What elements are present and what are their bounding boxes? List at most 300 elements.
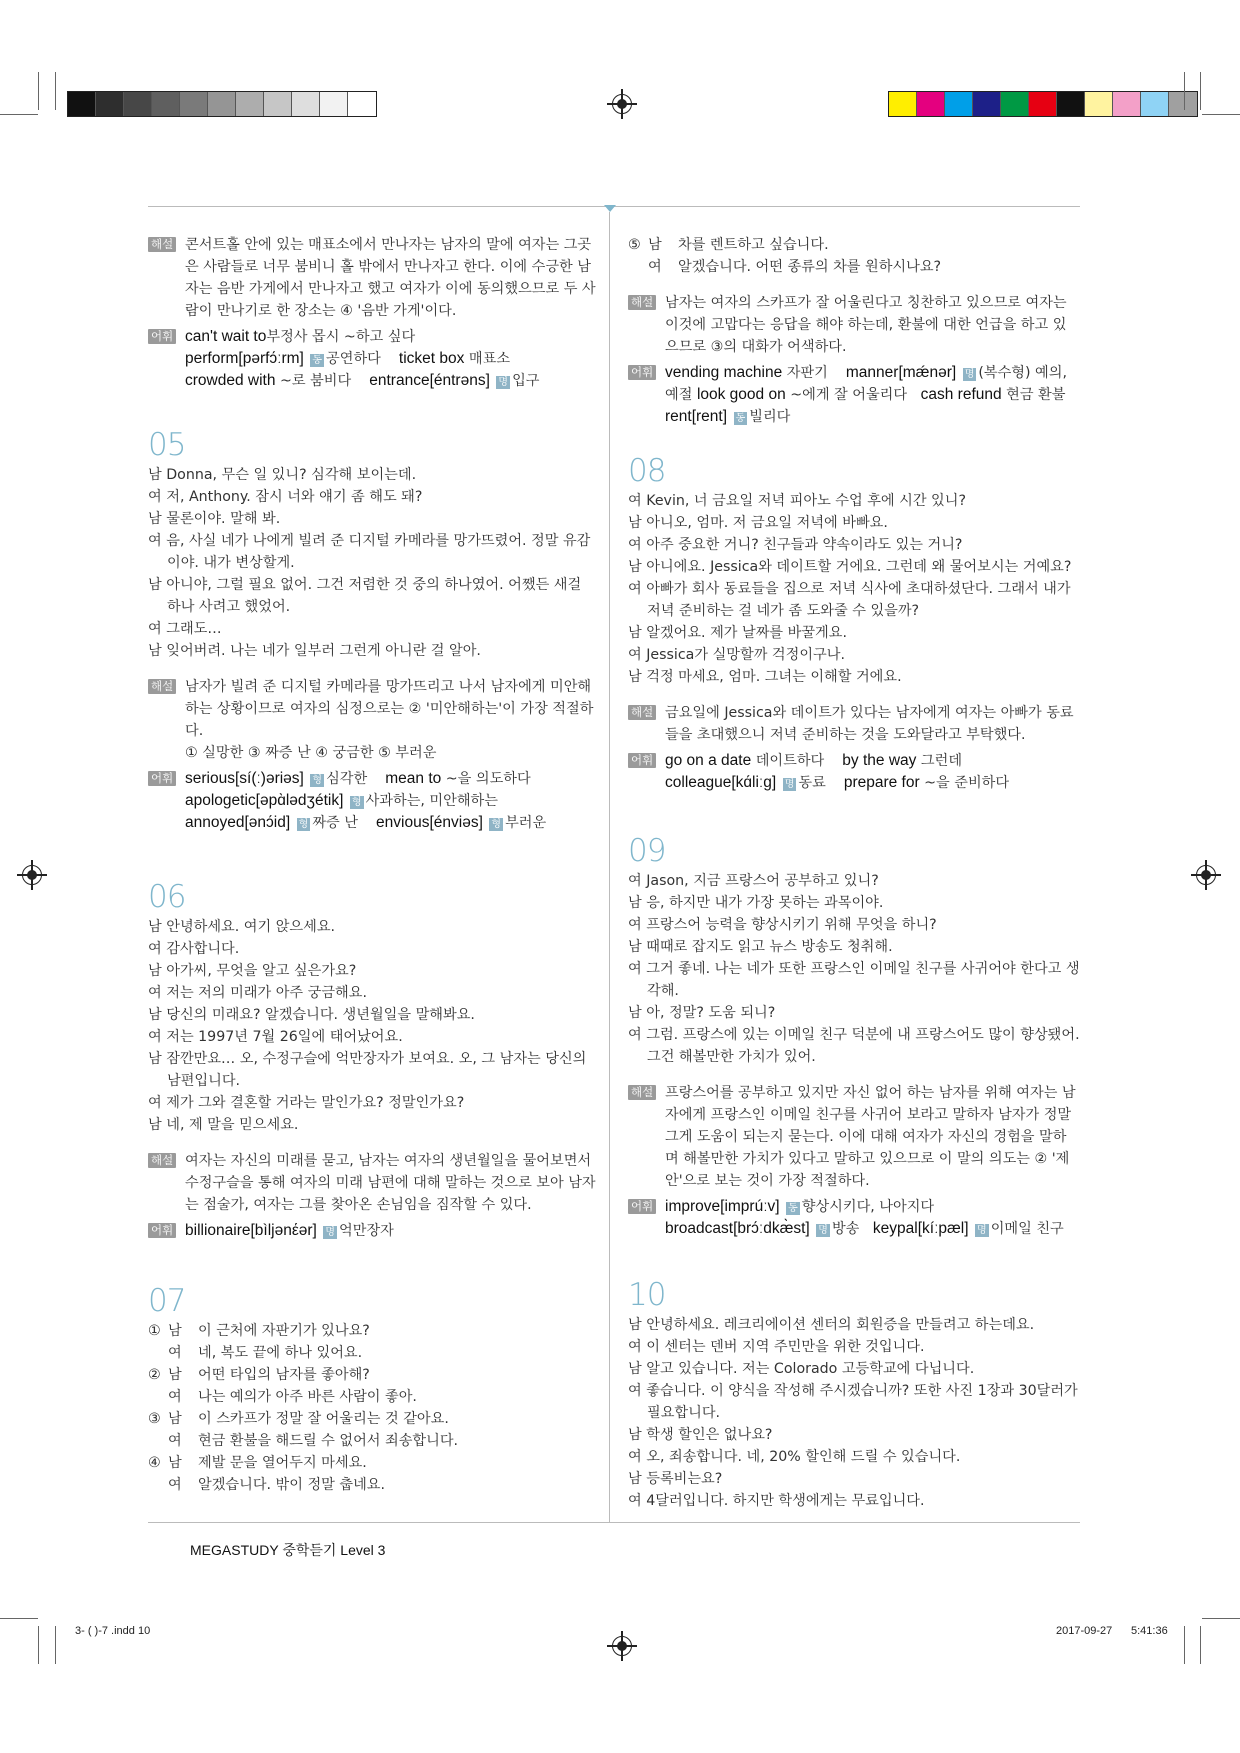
option-line <box>148 1364 598 1386</box>
gray-swatch <box>208 92 236 116</box>
vocab-meaning: 이메일 친구 <box>990 1221 1064 1237</box>
dialogue-line <box>628 1490 1080 1512</box>
speaker: 여 <box>148 489 162 505</box>
column-marker-triangle <box>604 205 616 212</box>
crop-mark <box>0 114 38 115</box>
speaker: 여 <box>628 1383 642 1399</box>
vocab-ipa: [éntrəns] <box>429 372 490 389</box>
vocabulary-tag: 어휘 <box>148 1223 176 1238</box>
dialogue-07-option-5-reply <box>628 256 1080 278</box>
explanation-05 <box>148 676 598 764</box>
gray-swatch <box>320 92 348 116</box>
registration-mark-left <box>22 865 42 885</box>
explanation-06 <box>148 1150 598 1216</box>
dialogue-08 <box>628 490 1080 688</box>
utterance: 저는 1997년 7월 26일에 태어났어요. <box>166 1029 403 1045</box>
crop-mark <box>1202 1618 1240 1619</box>
gray-swatch <box>292 92 320 116</box>
vocab-ipa: [ənɔ́id] <box>244 814 291 831</box>
vocab-pos-badge: 형 <box>298 819 309 830</box>
utterance: 알겠습니다. 밖이 정말 춥네요. <box>198 1477 386 1493</box>
crop-mark <box>1200 1626 1201 1664</box>
speaker: 여 <box>148 533 162 549</box>
grayscale-color-bar <box>67 91 377 117</box>
vocab-word: improve <box>665 1198 721 1215</box>
utterance: 이 근처에 자판기가 있나요? <box>198 1323 370 1339</box>
vocabulary-04 <box>148 326 598 392</box>
vocab-meaning: 입구 <box>512 373 540 389</box>
utterance: 알겠어요. 제가 날짜를 바꿀게요. <box>646 625 847 641</box>
vocab-meaning: 억만장자 <box>339 1223 394 1239</box>
section-number-10: 10 <box>628 1277 666 1313</box>
gray-swatch <box>264 92 292 116</box>
dialogue-06 <box>148 916 598 1136</box>
utterance: 그거 좋네. 나는 네가 또한 프랑스인 이메일 친구를 사귀어야 한다고 생각해. <box>646 961 1080 999</box>
utterance: 아빠가 회사 동료들을 집으로 저녁 식사에 초대하셨단다. 그래서 내가 저녁 준비하는 걸 네가 좀 도와줄 수 있을까? <box>646 581 1071 619</box>
vocab-meaning: 부러운 <box>505 815 547 831</box>
vocab-meaning: 빌리다 <box>749 409 791 425</box>
speaker: 남 <box>168 1323 182 1339</box>
vocab-ipa: [énviəs] <box>429 814 483 831</box>
color-swatch <box>1029 92 1057 116</box>
vocab-word: serious <box>185 770 235 787</box>
speaker: 여 <box>168 1433 182 1449</box>
vocab-pos-badge: 명 <box>964 369 975 380</box>
crop-mark <box>55 72 56 110</box>
vocab-word: can't wait to <box>185 328 267 345</box>
speaker: 여 <box>628 1449 642 1465</box>
utterance: 아니야, 그럴 필요 없어. 그건 저렴한 것 중의 하나였어. 어쨌든 새걸 하나 사려고 했었어. <box>166 577 582 615</box>
vocab-ipa: [pərfɔ́ːrm] <box>238 350 304 367</box>
vocab-meaning: 몹시 ~하고 싶다 <box>312 329 416 345</box>
vocab-ipa: [sí(ː)əriəs] <box>234 770 304 787</box>
utterance: 좋습니다. 이 양식을 작성해 주시겠습니까? 또한 사진 1장과 30달러가 필요합니다. <box>646 1383 1078 1421</box>
vocab-meaning: 데이트하다 <box>755 753 825 769</box>
gray-swatch <box>180 92 208 116</box>
vocab-ipa: [brɔ́ːdkæ̀st] <box>733 1220 810 1237</box>
book-title-footer: MEGASTUDY 중학듣기 Level 3 <box>190 1542 386 1558</box>
utterance: 현금 환불을 해드릴 수 없어서 죄송합니다. <box>198 1433 459 1449</box>
vocab-meaning: ~에게 잘 어울리다 <box>790 387 908 403</box>
dialogue-line <box>628 512 1080 534</box>
dialogue-line <box>148 1004 598 1026</box>
registration-mark-bottom <box>612 1636 632 1656</box>
utterance: 제가 그와 결혼할 거라는 말인가요? 정말인가요? <box>166 1095 465 1111</box>
crop-mark <box>1184 1626 1185 1664</box>
vocab-pos-badge: 동 <box>735 413 746 424</box>
explanation-04 <box>148 234 598 322</box>
explanation-tag: 해설 <box>628 705 656 720</box>
section-number-06: 06 <box>148 879 186 915</box>
gray-swatch <box>68 92 96 116</box>
utterance: 나는 예의가 아주 바른 사람이 좋아. <box>198 1389 417 1405</box>
dialogue-line <box>628 578 1080 622</box>
slug-filename: 3- ( )-7 .indd 10 <box>75 1625 151 1637</box>
speaker: 남 <box>628 1005 642 1021</box>
dialogue-line <box>628 1380 1080 1424</box>
vocabulary-tag: 어휘 <box>628 1199 656 1214</box>
dialogue-line <box>628 1468 1080 1490</box>
vocabulary-05 <box>148 768 598 834</box>
dialogue-line <box>628 892 1080 914</box>
vocab-word: annoyed <box>185 814 245 831</box>
section-number-07: 07 <box>148 1283 186 1319</box>
dialogue-line <box>148 960 598 982</box>
speaker: 여 <box>628 581 642 597</box>
vocab-meaning: 사과하는, 미안해하는 <box>365 793 498 809</box>
speaker: 남 <box>628 625 642 641</box>
column-divider <box>609 212 610 1522</box>
dialogue-line <box>628 936 1080 958</box>
speaker: 여 <box>628 1339 642 1355</box>
speaker: 남 <box>148 643 162 659</box>
vocab-word: colleague <box>665 774 732 791</box>
dialogue-line <box>148 508 598 530</box>
section-number-05: 05 <box>148 427 186 463</box>
crop-mark <box>55 1626 56 1664</box>
explanation-tag: 해설 <box>148 237 176 252</box>
vocab-meaning: 짜증 난 <box>312 815 358 831</box>
speaker: 남 <box>628 1361 642 1377</box>
registration-mark-top <box>612 94 632 114</box>
vocab-pos: 부정사 <box>266 329 308 345</box>
vocab-word: broadcast <box>665 1220 734 1237</box>
utterance: Kevin, 너 금요일 저녁 피아노 수업 후에 시간 있니? <box>646 493 966 509</box>
dialogue-line <box>148 574 598 618</box>
explanation-choices: ① 실망한 ③ 짜증 난 ④ 궁금한 ⑤ 부러운 <box>185 745 437 761</box>
gray-swatch <box>236 92 264 116</box>
dialogue-07 <box>148 1320 598 1496</box>
speaker: 남 <box>628 559 642 575</box>
option-number: ② <box>148 1367 161 1383</box>
speaker: 남 <box>168 1411 182 1427</box>
option-line <box>148 1320 598 1342</box>
vocab-meaning: 방송 <box>831 1221 860 1237</box>
vocabulary-tag: 어휘 <box>148 329 176 344</box>
utterance: 안녕하세요. 여기 앉으세요. <box>166 919 336 935</box>
vocab-word: by the way <box>842 752 917 769</box>
utterance: 이 스카프가 정말 잘 어울리는 것 같아요. <box>198 1411 449 1427</box>
speaker: 여 <box>168 1477 182 1493</box>
option-reply <box>148 1342 598 1364</box>
dialogue-line <box>148 1048 598 1092</box>
vocab-pos-badge: 명 <box>784 779 795 790</box>
speaker: 남 <box>148 1117 162 1133</box>
option-line <box>148 1408 598 1430</box>
utterance: 안녕하세요. 레크리에이션 센터의 회원증을 만들려고 하는데요. <box>646 1317 1035 1333</box>
utterance: 4달러입니다. 하지만 학생에게는 무료입니다. <box>646 1493 925 1509</box>
color-swatch <box>1113 92 1141 116</box>
speaker: 여 <box>168 1389 182 1405</box>
option-number: ① <box>148 1323 161 1339</box>
vocab-meaning: 심각한 <box>326 771 368 787</box>
speaker: 남 <box>628 939 642 955</box>
vocabulary-tag: 어휘 <box>628 365 656 380</box>
section-number-09: 09 <box>628 833 666 869</box>
utterance: 이 센터는 덴버 지역 주민만을 위한 것입니다. <box>646 1339 925 1355</box>
utterance: 네, 제 말을 믿으세요. <box>166 1117 299 1133</box>
speaker: 여 <box>648 259 662 275</box>
vocab-ipa: [rent] <box>691 408 728 425</box>
explanation-08 <box>628 702 1080 746</box>
utterance: 감사합니다. <box>166 941 240 957</box>
utterance: 네, 복도 끝에 하나 있어요. <box>198 1345 363 1361</box>
dialogue-09 <box>628 870 1080 1068</box>
vocab-pos-badge: 형 <box>351 797 362 808</box>
vocabulary-tag: 어휘 <box>148 771 176 786</box>
explanation-text: 남자는 여자의 스카프가 잘 어울린다고 칭찬하고 있으므로 여자는 이것에 고맙다는 응답을 해야 하는데, 환불에 대한 언급을 하고 있으므로 ③의 대화가 어색하다. <box>665 295 1067 355</box>
vocab-word: manner <box>845 364 899 381</box>
dialogue-07-option-5 <box>628 234 1080 256</box>
speaker: 남 <box>628 669 642 685</box>
vocab-word: apologetic <box>185 792 256 809</box>
vocab-word: keypal <box>872 1220 918 1237</box>
dialogue-line <box>628 490 1080 512</box>
utterance: 학생 할인은 없나요? <box>646 1427 773 1443</box>
color-swatch <box>889 92 917 116</box>
vocab-ipa: [imprúːv] <box>720 1198 780 1215</box>
dialogue-line <box>628 1446 1080 1468</box>
vocab-word: prepare for <box>843 774 920 791</box>
vocabulary-08 <box>628 750 1080 794</box>
option-reply <box>148 1386 598 1408</box>
speaker: 여 <box>148 941 162 957</box>
speaker: 여 <box>628 493 642 509</box>
registration-mark-right <box>1196 865 1216 885</box>
speaker: 남 <box>148 919 162 935</box>
gray-swatch <box>152 92 180 116</box>
utterance: 아주 중요한 거니? 친구들과 약속이라도 있는 거니? <box>646 537 963 553</box>
speaker: 남 <box>628 895 642 911</box>
dialogue-line <box>628 666 1080 688</box>
explanation-text: 프랑스어를 공부하고 있지만 자신 없어 하는 남자를 위해 여자는 남자에게 프랑스인 이메일 친구를 사귀어 보라고 말하자 남자가 정말 그게 도움이 되는지 묻는다. 이에 대해 여자가 자신의 경험을 말하며 해볼만한 가치가 있다고 말하고 있으므로 이 말의 의도는 ② '제안'으로 보는 것이 가장 적절하다. <box>665 1085 1076 1189</box>
vocab-pos-badge: 명 <box>498 377 509 388</box>
dialogue-line <box>148 464 598 486</box>
explanation-text: 금요일에 Jessica와 데이트가 있다는 남자에게 여자는 아빠가 동료들을 초대했으니 저녁 준비하는 것을 도와달라고 부탁했다. <box>665 705 1074 743</box>
vocabulary-06 <box>148 1220 598 1242</box>
utterance: 차를 렌트하고 싶습니다. <box>678 237 829 253</box>
vocab-meaning: 현금 환불 <box>1006 387 1066 403</box>
dialogue-line <box>628 622 1080 644</box>
vocab-meaning: 향상시키다, 나아지다 <box>801 1199 935 1215</box>
dialogue-10 <box>628 1314 1080 1512</box>
speaker: 남 <box>168 1367 182 1383</box>
slug-time: 5:41:36 <box>1131 1625 1168 1637</box>
speaker: 남 <box>148 963 162 979</box>
left-column <box>148 234 598 1496</box>
utterance: 응, 하지만 내가 가장 못하는 과목이야. <box>646 895 884 911</box>
dialogue-line <box>148 916 598 938</box>
dialogue-line <box>148 618 598 640</box>
utterance: 당신의 미래요? 알겠습니다. 생년월일을 말해봐요. <box>166 1007 475 1023</box>
vocab-pos-badge: 동 <box>312 355 323 366</box>
speaker: 여 <box>628 873 642 889</box>
dialogue-line <box>628 1336 1080 1358</box>
speaker: 여 <box>628 647 642 663</box>
vocab-word: perform <box>185 350 239 367</box>
bottom-rule <box>148 1522 1080 1523</box>
section-number-08: 08 <box>628 453 666 489</box>
speaker: 여 <box>628 961 642 977</box>
option-number: ③ <box>148 1411 161 1427</box>
speaker: 여 <box>628 917 642 933</box>
explanation-tag: 해설 <box>628 1085 656 1100</box>
explanation-09 <box>628 1082 1080 1192</box>
color-swatch <box>1057 92 1085 116</box>
speaker: 여 <box>168 1345 182 1361</box>
explanation-text: 여자는 자신의 미래를 묻고, 남자는 여자의 생년월일을 물어보면서 수정구슬을 통해 여자의 미래 남편에 대해 말하는 것으로 보아 남자는 점술가, 여자는 그를 찾아온 손님임을 짐작할 수 있다. <box>185 1153 596 1213</box>
crop-mark <box>1184 72 1185 110</box>
vocab-word: rent <box>665 408 692 425</box>
vocab-pos-badge: 명 <box>818 1225 828 1236</box>
crop-mark <box>1200 72 1201 110</box>
vocab-pos-badge: 동 <box>788 1203 798 1214</box>
dialogue-line <box>628 1002 1080 1024</box>
dialogue-05 <box>148 464 598 662</box>
utterance: 잠깐만요… 오, 수정구슬에 억만장자가 보여요. 오, 그 남자는 당신의 남편입니다. <box>166 1051 587 1089</box>
utterance: 저는 저의 미래가 아주 궁금해요. <box>166 985 367 1001</box>
crop-mark <box>0 1618 38 1619</box>
dialogue-line <box>148 640 598 662</box>
option-reply <box>148 1474 598 1496</box>
utterance: 아니에요. Jessica와 데이트할 거에요. 그런데 왜 물어보시는 거예요? <box>646 559 1072 575</box>
crop-mark <box>38 1626 39 1664</box>
crop-mark <box>1202 114 1240 115</box>
utterance: 음, 사실 네가 나에게 빌려 준 디지털 카메라를 망가뜨렸어. 정말 유감이야. 내가 변상할게. <box>166 533 591 571</box>
utterance: 잊어버려. 나는 네가 일부러 그런게 아니란 걸 알아. <box>166 643 481 659</box>
vocab-meaning: ~을 준비하다 <box>924 775 1010 791</box>
vocab-meaning: 동료 <box>798 775 826 791</box>
vocab-meaning: 자판기 <box>786 365 828 381</box>
vocab-pos-badge: 명 <box>325 1227 336 1238</box>
vocabulary-tag: 어휘 <box>628 753 656 768</box>
speaker: 남 <box>628 1471 642 1487</box>
utterance: 프랑스어 능력을 향상시키기 위해 무엇을 하니? <box>646 917 937 933</box>
utterance: 제발 문을 열어두지 마세요. <box>198 1455 367 1471</box>
vocab-word: cash refund <box>920 386 1002 403</box>
vocab-meaning: (복수형) 예의, 예절 <box>665 365 1067 403</box>
dialogue-line <box>628 870 1080 892</box>
explanation-text: 남자가 빌려 준 디지털 카메라를 망가뜨리고 나서 남자에게 미안해하는 상황이므로 여자의 심정으로는 ② '미안해하는'이 가장 적절하다. <box>185 679 594 739</box>
speaker: 남 <box>628 1427 642 1443</box>
color-swatch <box>973 92 1001 116</box>
dialogue-line <box>148 530 598 574</box>
vocab-word: look good on <box>696 386 786 403</box>
vocab-meaning: 매표소 <box>468 351 511 367</box>
vocab-ipa: [mǽnər] <box>898 364 957 381</box>
utterance: 물론이야. 말해 봐. <box>166 511 281 527</box>
vocab-pos-badge: 명 <box>977 1225 987 1236</box>
color-swatch <box>1141 92 1169 116</box>
explanation-07 <box>628 292 1080 358</box>
dialogue-line <box>148 486 598 508</box>
dialogue-line <box>628 556 1080 578</box>
vocab-meaning: ~을 의도하다 <box>445 771 531 787</box>
speaker: 여 <box>148 1029 162 1045</box>
speaker: 남 <box>628 515 642 531</box>
vocab-word: crowded with <box>185 372 276 389</box>
crop-mark <box>38 72 39 110</box>
vocabulary-07 <box>628 362 1080 428</box>
explanation-tag: 해설 <box>148 1153 176 1168</box>
utterance: Jessica가 실망할까 걱정이구나. <box>646 647 845 663</box>
vocab-meaning: ~로 붐비다 <box>279 373 352 389</box>
gray-swatch <box>348 92 376 116</box>
utterance: 등록비는요? <box>646 1471 723 1487</box>
speaker: 남 <box>168 1455 182 1471</box>
utterance: 아, 정말? 도움 되니? <box>646 1005 776 1021</box>
utterance: 때때로 잡지도 읽고 뉴스 방송도 청취해. <box>646 939 893 955</box>
dialogue-line <box>628 958 1080 1002</box>
vocabulary-09 <box>628 1196 1080 1240</box>
utterance: 알고 있습니다. 저는 Colorado 고등학교에 다닙니다. <box>646 1361 975 1377</box>
speaker: 남 <box>148 1051 162 1067</box>
dialogue-line <box>148 938 598 960</box>
gray-swatch <box>124 92 152 116</box>
vocab-pos-badge: 형 <box>491 819 502 830</box>
utterance: 어떤 타입의 남자를 좋아해? <box>198 1367 370 1383</box>
speaker: 여 <box>628 1027 642 1043</box>
speaker: 여 <box>628 537 642 553</box>
color-swatch <box>917 92 945 116</box>
dialogue-line <box>628 914 1080 936</box>
speaker: 여 <box>148 1095 162 1111</box>
vocab-meaning: 공연하다 <box>326 351 381 367</box>
speaker: 여 <box>148 621 162 637</box>
speaker: 남 <box>148 1007 162 1023</box>
speaker: 남 <box>148 577 162 593</box>
right-column <box>628 234 1080 1512</box>
utterance: 아니오, 엄마. 저 금요일 저녁에 바빠요. <box>646 515 888 531</box>
dialogue-line <box>148 1092 598 1114</box>
speaker: 남 <box>148 511 162 527</box>
option-number: ④ <box>148 1455 161 1471</box>
option-reply <box>148 1430 598 1452</box>
color-swatch <box>1085 92 1113 116</box>
dialogue-line <box>628 644 1080 666</box>
utterance: 그럼. 프랑스에 있는 이메일 친구 덕분에 내 프랑스어도 많이 향상됐어. 그건 해볼만한 가치가 있어. <box>646 1027 1080 1065</box>
vocab-meaning: 그런데 <box>920 753 963 769</box>
utterance: 걱정 마세요, 엄마. 그녀는 이해할 거에요. <box>646 669 902 685</box>
speaker: 남 <box>148 467 162 483</box>
utterance: 오, 죄송합니다. 네, 20% 할인해 드릴 수 있습니다. <box>646 1449 961 1465</box>
speaker: 여 <box>628 1493 642 1509</box>
vocab-word: envious <box>376 814 430 831</box>
dialogue-line <box>628 534 1080 556</box>
vocab-word: go on a date <box>665 752 752 769</box>
color-swatch <box>945 92 973 116</box>
speaker: 남 <box>628 1317 642 1333</box>
dialogue-line <box>628 1024 1080 1068</box>
utterance: Donna, 무슨 일 있니? 심각해 보이는데. <box>166 467 417 483</box>
dialogue-line <box>148 982 598 1004</box>
explanation-tag: 해설 <box>628 295 656 310</box>
vocab-ipa: [əpɑ̀lədʒétik] <box>255 792 344 809</box>
vocab-pos-badge: 형 <box>312 775 323 786</box>
vocab-ipa: [kíːpæl] <box>917 1220 969 1237</box>
cmyk-color-bar <box>888 91 1198 117</box>
utterance: Jason, 지금 프랑스어 공부하고 있니? <box>646 873 879 889</box>
explanation-text: 콘서트홀 안에 있는 매표소에서 만나자는 남자의 말에 여자는 그곳은 사람들로 너무 붐비니 홀 밖에서 만나자고 한다. 이에 수긍한 남자는 음반 가게에서 만나자고 했고 여자가 이에 동의했으므로 두 사람이 만나기로 한 장소는 ④ '음반 가게'이다. <box>185 237 596 319</box>
utterance: 알겠습니다. 어떤 종류의 차를 원하시나요? <box>678 259 942 275</box>
slug-date: 2017-09-27 <box>1056 1625 1113 1637</box>
dialogue-line <box>628 1314 1080 1336</box>
vocab-ipa: [bìljənέər] <box>250 1222 317 1239</box>
vocab-word: ticket box <box>398 350 465 367</box>
vocab-word: mean to <box>385 770 442 787</box>
speaker: 남 <box>648 237 662 253</box>
vocab-word: billionaire <box>185 1222 251 1239</box>
